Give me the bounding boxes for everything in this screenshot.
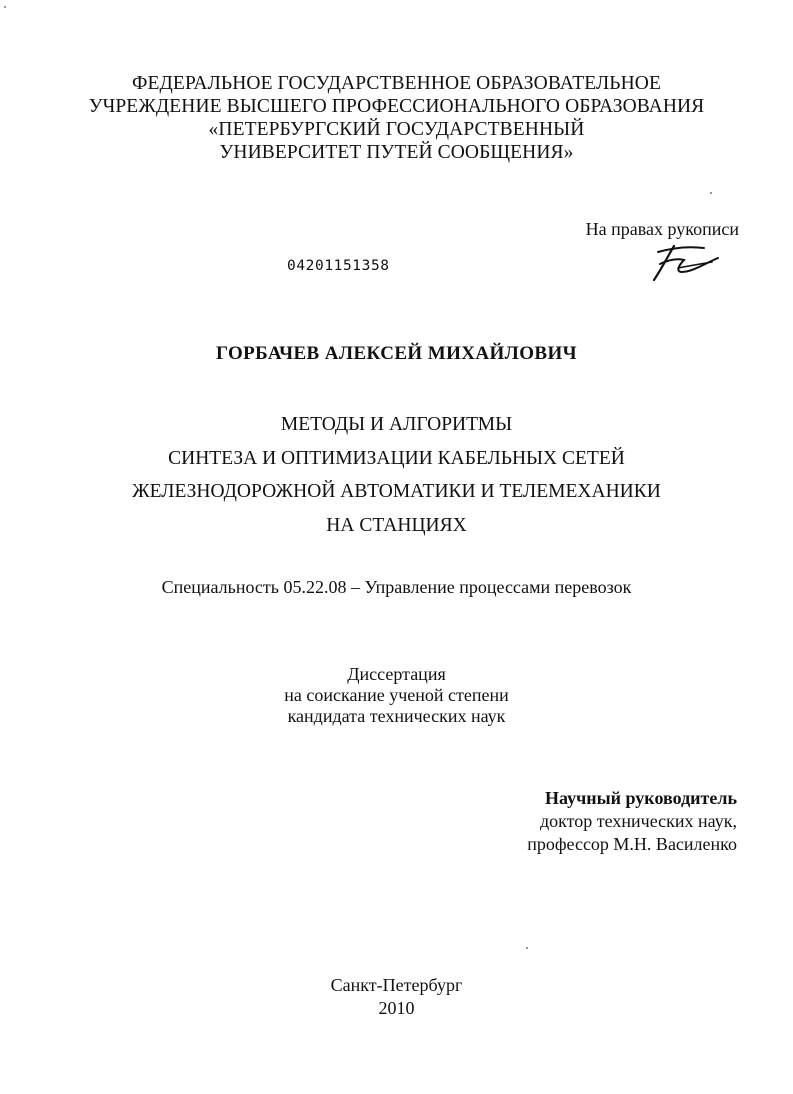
title-line: НА СТАНЦИЯХ [326,514,467,536]
rights-note: На правах рукописи [585,219,739,239]
institution-line: УНИВЕРСИТЕТ ПУТЕЙ СООБЩЕНИЯ» [219,142,574,163]
scan-speck [526,947,528,949]
footer [0,974,793,1020]
title-line: ЖЕЛЕЗНОДОРОЖНОЙ АВТОМАТИКИ И ТЕЛЕМЕХАНИКИ [132,481,661,502]
footer-city: Санкт-Петербург [330,975,463,995]
title-line: СИНТЕЗА И ОПТИМИЗАЦИИ КАБЕЛЬНЫХ СЕТЕЙ [168,447,625,469]
thesis-line: Диссертация [347,664,446,684]
thesis-line: кандидата технических наук [287,706,506,726]
thesis-line: на соискание ученой степени [284,685,509,705]
advisor-line: доктор технических наук, [540,811,737,831]
advisor-heading: Научный руководитель [545,788,737,808]
scientific-advisor [527,787,737,856]
institution-line: «ПЕТЕРБУРГСКИЙ ГОСУДАРСТВЕННЫЙ [208,119,585,140]
scan-speck [4,6,6,8]
footer-year: 2010 [378,998,415,1018]
scan-speck [710,192,712,194]
institution-header [0,72,793,164]
author-name: ГОРБАЧЕВ АЛЕКСЕЙ МИХАЙЛОВИЧ [215,343,578,364]
thesis-type [0,664,793,727]
signature-icon [648,242,720,282]
registration-number: 04201151358 [287,258,390,274]
title-line: МЕТОДЫ И АЛГОРИТМЫ [280,414,513,435]
dissertation-title [0,408,793,542]
institution-line: ФЕДЕРАЛЬНОЕ ГОСУДАРСТВЕННОЕ ОБРАЗОВАТЕЛЬНОЕ [132,73,661,94]
advisor-line: профессор М.Н. Василенко [527,834,737,854]
specialty-line: Специальность 05.22.08 – Управление процессами перевозок [161,577,632,597]
institution-line: УЧРЕЖДЕНИЕ ВЫСШЕГО ПРОФЕССИОНАЛЬНОГО ОБРАЗОВАНИЯ [88,96,705,117]
